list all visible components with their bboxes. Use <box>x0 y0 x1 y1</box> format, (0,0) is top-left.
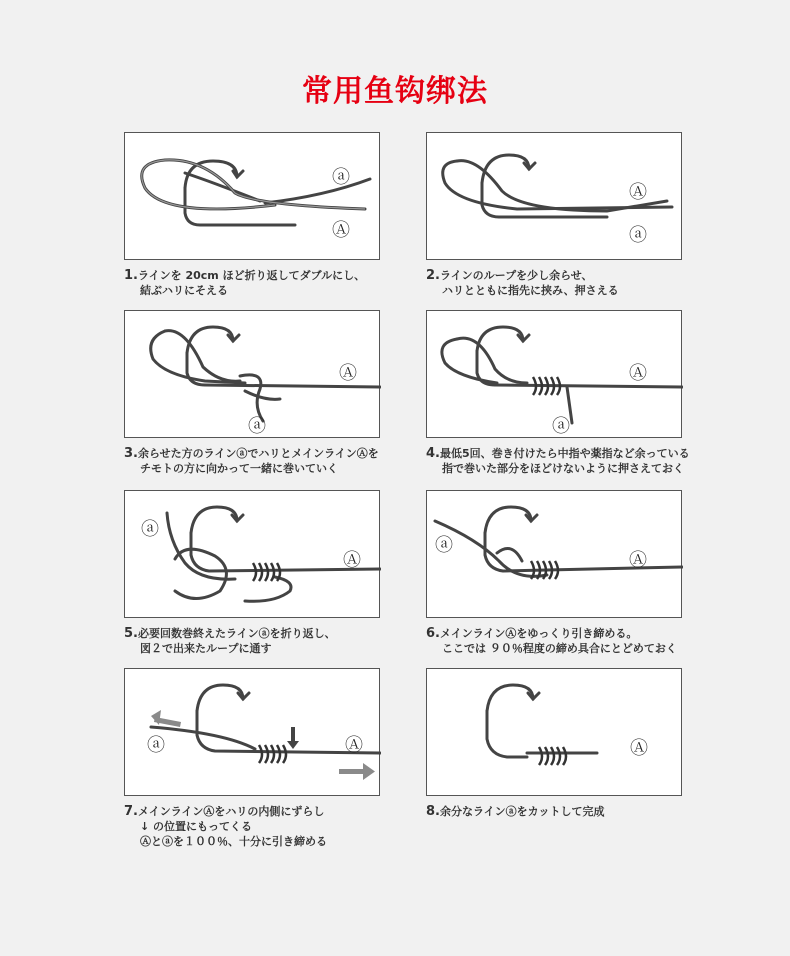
hook-line-illustration <box>427 669 683 797</box>
diagram-step-6 <box>426 490 682 618</box>
step-5-caption: 5.必要回数巻終えたラインⓐを折り返し、 図２で出来たループに通す <box>124 626 336 655</box>
diagram-step-4 <box>426 310 682 438</box>
line-label-A: Ⓐ <box>345 735 363 756</box>
step-6-caption: 6.メインラインⒶをゆっくり引き締める。 ここでは ９０％程度の締め具合にとどめておく <box>426 626 677 655</box>
line-label-a: ⓐ <box>332 167 350 188</box>
line-label-A: Ⓐ <box>629 182 647 203</box>
line-label-A: Ⓐ <box>629 550 647 571</box>
line-label-a: ⓐ <box>147 735 165 756</box>
step-2-caption: 2.ラインのループを少し余らせ、 ハリとともに指先に挟み、押さえる <box>426 268 619 297</box>
step-8-caption: 8.余分なラインⓐをカットして完成 <box>426 804 605 819</box>
line-label-a: ⓐ <box>435 535 453 556</box>
diagram-step-2 <box>426 132 682 260</box>
step-4-caption: 4.最低5回、巻き付けたら中指や薬指など余っている 指で巻いた部分をほどけないように押さえておく <box>426 446 690 475</box>
line-label-A: Ⓐ <box>339 363 357 384</box>
line-label-A: Ⓐ <box>629 363 647 384</box>
diagram-step-7 <box>124 668 380 796</box>
page-title: 常用鱼钩绑法 <box>302 74 488 109</box>
line-label-a: ⓐ <box>552 416 570 437</box>
diagram-step-3 <box>124 310 380 438</box>
line-label-A: Ⓐ <box>630 738 648 759</box>
diagram-step-5 <box>124 490 380 618</box>
line-label-A: Ⓐ <box>343 550 361 571</box>
line-label-a: ⓐ <box>248 416 266 437</box>
step-7-caption: 7.メインラインⒶをハリの内側にずらし ↓ の位置にもってくる Ⓐとⓐを１００％、十分に引き締める <box>124 804 327 848</box>
pull-right-arrow <box>339 763 375 780</box>
line-label-A: Ⓐ <box>332 220 350 241</box>
diagram-step-8 <box>426 668 682 796</box>
pull-left-arrow <box>151 710 181 727</box>
diagram-step-1 <box>124 132 380 260</box>
line-label-a: ⓐ <box>629 225 647 246</box>
step-1-caption: 1.ラインを 20cm ほど折り返してダブルにし、 結ぶハリにそえる <box>124 268 366 297</box>
position-arrow <box>287 727 299 749</box>
line-label-a: ⓐ <box>141 519 159 540</box>
step-3-caption: 3.余らせた方のラインⓐでハリとメインラインⒶを チモトの方に向かって一緒に巻いていく <box>124 446 379 475</box>
